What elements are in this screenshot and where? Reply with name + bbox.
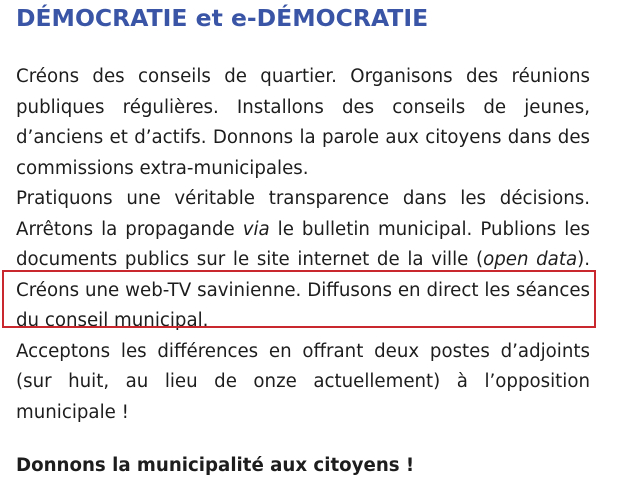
italic-open-data: open data xyxy=(483,249,578,270)
text-segment: Pratiquons une véritable transparence dans les décisions. Arrêtons la propagande xyxy=(16,188,590,240)
paragraph-participation: Créons des conseils de quartier. Organisons des réunions publiques régulières. Installons des conseils de jeunes, d’anciens et d’actifs. Donnons la parole aux citoyens dans des commissions extra-municipales. xyxy=(16,66,590,179)
body-text xyxy=(16,62,590,428)
text-segment: le bulletin municipal. Publions les documents publics sur le site internet de la ville ( xyxy=(16,218,590,270)
closing-statement: Donnons la municipalité aux citoyens ! xyxy=(16,455,415,476)
text-segment: ). Créons une web-TV savinienne. Diffusons en direct les séances du conseil municipal. xyxy=(16,249,590,331)
highlight-box xyxy=(2,270,596,328)
paragraph-opposition: Acceptons les différences en offrant deux postes d’adjoints (sur huit, au lieu de onze actuellement) à l’opposition municipale ! xyxy=(16,340,590,423)
italic-via: via xyxy=(242,218,270,240)
section-heading: DÉMOCRATIE et e-DÉMOCRATIE xyxy=(16,4,429,32)
